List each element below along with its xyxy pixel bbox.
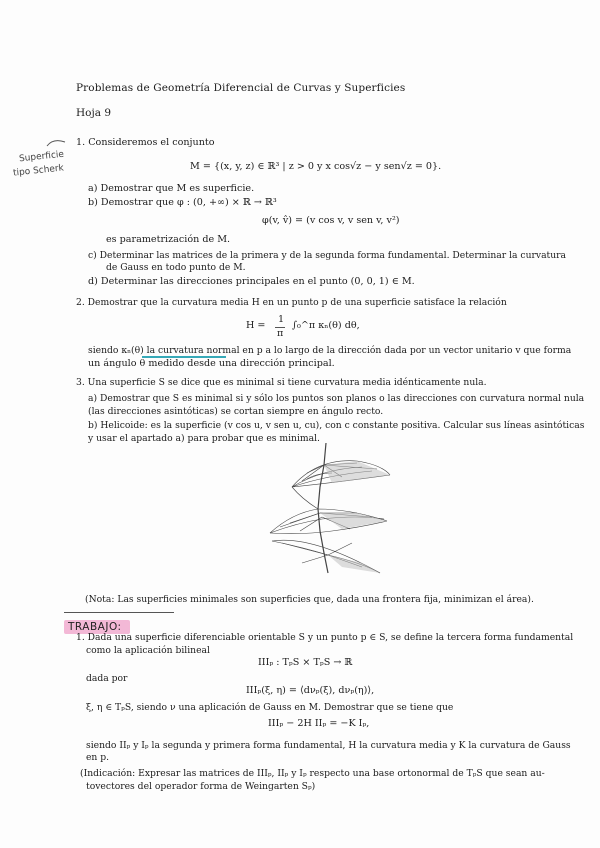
- trabajo-form-expression: IIIₚ(ξ, η) = ⟨dνₚ(ξ), dνₚ(η)⟩,: [246, 685, 375, 696]
- problem-3-item-b-line1: b) Helicoide: es la superficie (v cos u, v sen u, cu), con c constante positiva. Calcular sus líneas asintóticas: [88, 420, 585, 431]
- problem-1-item-c-line2: de Gauss en todo punto de M.: [106, 262, 246, 273]
- margin-note-2: tipo Scherk: [12, 163, 65, 179]
- problem-3-item-a-line1: a) Demostrar que S es minimal si y sólo los puntos son planos o las direcciones con curvatura normal nula: [88, 393, 585, 404]
- document-title: Problemas de Geometría Diferencial de Curvas y Superficies: [76, 82, 406, 94]
- problem-2-fraction-numerator: 1: [278, 314, 285, 325]
- problem-1-item-a: a) Demostrar que M es superficie.: [88, 183, 255, 194]
- problem-1-item-b: b) Demostrar que φ : (0, +∞) × ℝ → ℝ³: [88, 197, 277, 208]
- trabajo-1-line1: 1. Dada una superficie diferenciable orientable S y un punto p ∈ S, se define la tercera forma fundamental: [76, 632, 574, 643]
- problem-1-item-d: d) Determinar las direcciones principales en el punto (0, 0, 1) ∈ M.: [88, 276, 415, 287]
- problem-2-line2: siendo κₙ(θ) la curvatura normal en p a lo largo de la dirección dada por un vector unitario v que forma: [88, 345, 572, 356]
- problem-2-line3: un ángulo θ medido desde una dirección principal.: [88, 358, 335, 369]
- margin-note-1: Superficie: [18, 149, 65, 165]
- problem-1-item-c-line1: c) Determinar las matrices de la primera y de la segunda forma fundamental. Determinar la curvatura: [88, 250, 567, 261]
- problem-2-statement: 2. Demostrar que la curvatura media H en un punto p de una superficie satisface la relación: [76, 297, 507, 308]
- problem-2-fraction-denominator: π: [277, 328, 284, 339]
- problem-1-set-definition: M = {(x, y, z) ∈ ℝ³ | z > 0 y x cos√z − y sen√z = 0}.: [190, 161, 442, 172]
- sheet-number: Hoja 9: [76, 107, 112, 119]
- problem-2-integral: ∫₀^π κₙ(θ) dθ,: [292, 320, 360, 331]
- trabajo-hint-line2: tovectores del operador forma de Weingarten Sₚ): [86, 781, 316, 792]
- problem-3-item-b-line2: y usar el apartado a) para probar que es minimal.: [88, 433, 320, 444]
- helicoid-figure: [262, 443, 402, 581]
- trabajo-dada-por: dada por: [86, 673, 128, 684]
- problem-1-item-b-tail: es parametrización de M.: [106, 234, 231, 245]
- problem-3-statement: 3. Una superficie S se dice que es minimal si tiene curvatura media idénticamente nula.: [76, 377, 487, 388]
- trabajo-line4b: en p.: [86, 752, 110, 763]
- trabajo-form-definition: IIIₚ : TₚS × TₚS → ℝ: [258, 657, 353, 668]
- problem-1-parametrization: φ(v, v̂) = (v cos v, v sen v, v²): [262, 215, 400, 226]
- trabajo-line4: siendo IIₚ y Iₚ la segunda y primera forma fundamental, H la curvatura media y K la curvatura de Gauss: [86, 740, 571, 751]
- problem-3-item-a-line2: (las direcciones asintóticas) se cortan siempre en ángulo recto.: [88, 406, 384, 417]
- margin-bracket-mark: [45, 136, 67, 150]
- trabajo-identity: IIIₚ − 2H IIₚ = −K Iₚ,: [268, 718, 370, 729]
- trabajo-label: TRABAJO:: [68, 621, 122, 633]
- problem-2-formula-lhs: H =: [246, 320, 266, 331]
- trabajo-1-line2: como la aplicación bilineal: [86, 645, 210, 656]
- trabajo-line3: ξ, η ∈ TₚS, siendo ν una aplicación de Gauss en M. Demostrar que se tiene que: [86, 702, 454, 713]
- problem-3-note: (Nota: Las superficies minimales son superficies que, dada una frontera fija, minimizan el área).: [85, 594, 534, 605]
- section-divider: [64, 612, 174, 613]
- problem-1-label: 1. Consideremos el conjunto: [76, 137, 215, 148]
- trabajo-hint-line1: (Indicación: Expresar las matrices de IIIₚ, IIₚ y Iₚ respecto una base ortonormal de TₚS que sean au-: [80, 768, 545, 779]
